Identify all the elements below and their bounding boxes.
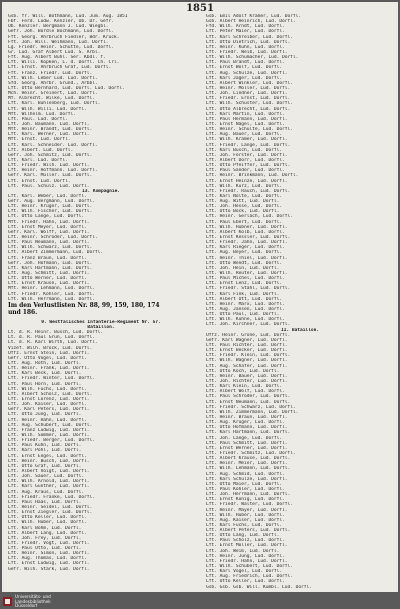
list-entry: Lft. Otto Koch, Lüd. Dorfl. xyxy=(206,368,280,374)
list-entry: Lft. Friedr. Berger, Lüd. Dorfl. xyxy=(8,438,95,444)
list-entry: Lft. Franz Ludwig, Lüd. Dorfl. xyxy=(8,427,90,433)
list-entry: Lft. Heinr. Schröder, Lüd. Dorfl. xyxy=(8,235,98,241)
list-entry: Lft. Friedr. Wilh. Lüd. Dorfl. xyxy=(8,163,90,169)
list-entry: Lft. Aug. Kraus, Lüd. Dorfl. xyxy=(8,489,85,495)
list-entry: Lft. Karl. Werner, Lüd. Dorfl. xyxy=(8,132,90,138)
list-entry: Lft. Ernst Becker, Lüd. Dorfl. xyxy=(206,348,288,354)
left-column xyxy=(8,14,194,572)
list-entry: Gefr. Otto Vogel, Lüd. Dorfl. xyxy=(8,355,87,361)
list-entry: Gsb. Emil Adolf Kramer, Lüd. Dorfl. xyxy=(206,14,302,19)
list-entry: Lft. Karl Fink, Lüd. Dorfl. xyxy=(206,291,280,297)
list-entry: Lft. Wilh. Arnold, Lüd. Dorfl. xyxy=(8,479,90,485)
list-entry: Lft. Ernst. Ahrbruch Graf, Lüd. Dorfl. xyxy=(8,65,112,71)
list-entry: Lft. Paul Haas, Lüd. Dorfl. xyxy=(8,499,82,505)
list-entry: Lft. Ernst Wolf, Lüd. Dorfl. xyxy=(206,65,283,71)
list-entry: Lft. Joh. Hein, Lüd. Dorfl. xyxy=(206,265,280,271)
list-entry: Lft. Aug. Beyer, Lüd. Dorfl. xyxy=(206,250,283,256)
list-entry: Lft. Albert Winkler, Lüd. Dorfl. xyxy=(206,80,293,86)
list-entry: Ffd. Wilh. Arndt, Lüd. Dorfl. xyxy=(206,24,285,30)
list-entry: Uffz. Ernst Stein, Lüd. Dorfl. xyxy=(8,350,90,356)
list-entry: Lft. Otto Pfeiffer, Lüd. Dorfl. xyxy=(206,163,291,169)
list-entry: Lft. Heinr. Gerlach, Lüd. Dorfl. xyxy=(206,214,293,220)
list-entry: Lft. Albert Zimmermann, Lüd. Dorfl. xyxy=(8,250,104,256)
list-entry: Lft. Albert Voigt, Lüd. Dorfl. xyxy=(8,468,90,474)
list-entry: Lft. Friedr. Stahl, Lüd. Dorfl. xyxy=(206,286,291,292)
list-entry: Mf. Albrecht. Wilke, Lüd. Dorfl. xyxy=(8,96,95,102)
list-entry: Lft. Aug. Kaiser, Lüd. Dorfl. xyxy=(206,517,285,523)
list-entry: Lft. Otto Lang, Lüd. Dorfl. xyxy=(206,533,280,539)
list-entry: Lft. Wilh. Schwarz, Lüd. Dorfl. xyxy=(8,245,93,251)
list-entry: Lft. Karl. Weber, Lüd. Dorfl. xyxy=(8,193,87,199)
list-entry: Lft. Wilh. Kramer, Lüd. Dorfl. xyxy=(206,137,288,143)
list-entry: Lft. Wilh. Sommer, Lüd. Dorfl. xyxy=(8,432,90,438)
list-entry: Lft. Paul Brandt, Lüd. Dorfl. xyxy=(206,60,285,66)
list-entry: Gefr. Karl. Wolff, Lüd. Dorfl. xyxy=(8,229,90,235)
list-entry: Lft. Friedr. Ernst, Lüd. Dorfl. xyxy=(206,96,291,102)
regiment-heading: 9. Westfälisches Infanterie-Regiment Nr. 57. xyxy=(41,319,161,325)
list-entry: Lft. Albert Ott, Lüd. Dorfl. xyxy=(206,296,283,302)
list-entry: Lft. Albert. Lüd. Dorfl. xyxy=(8,147,74,153)
list-entry: Lft. Ernst Nagel, Lüd. Dorfl. xyxy=(206,121,285,127)
list-entry: Lft. Wilh. Huber, Lüd. Dorfl. xyxy=(8,520,87,526)
list-entry: Lft. Karl. Schneider. Lüd. Dorfl. xyxy=(8,142,98,148)
list-entry: Lft. Karl Schreiber, Lüd. Dorfl. xyxy=(206,34,293,40)
list-entry: Lft. Joh. Kaiser, Lüd. Dorfl. xyxy=(8,402,87,408)
list-entry: Lft. Heinr. Möller, Lüd. Dorfl. xyxy=(206,85,291,91)
list-entry: Gefr. Karl Wagner, Lüd. Dorfl. xyxy=(206,337,288,343)
list-entry: Lt. d. R. Paul Grün, Lüd. Dorfl. xyxy=(8,335,95,341)
list-entry: Lt. d. R. Karl Wirth, Lüd. Dorfl. xyxy=(8,340,98,346)
list-entry: Lft. Aug. Schulze, Lüd. Dorfl. xyxy=(206,70,288,76)
list-entry: Lft. Karl. Lüd. Dorfl. xyxy=(8,157,68,163)
list-entry: Lft. Otto Keller, Lüd. Dorfl. xyxy=(8,515,87,521)
list-entry: Lft. Karl Pohl, Lüd. Dorfl. xyxy=(8,448,82,454)
list-entry: Lft. Albert Krause, Lüd. Dorfl. xyxy=(206,456,291,462)
list-entry: Lft. Heinr. Busch, Lüd. Dorfl. xyxy=(8,458,90,464)
list-entry: Lft. Ernst Ziegler, Lüd. Dorfl. xyxy=(8,510,93,516)
section-heading: 13. Kompagnie. xyxy=(81,188,121,194)
list-entry: Lft. Heinr. Braun, Lüd. Dorfl. xyxy=(206,414,288,420)
list-entry: Lft. Paul Michel, Lüd. Dorfl. xyxy=(206,276,285,282)
list-entry: Lft. Friedr. Hahn, Lüd. Dorfl. xyxy=(206,558,288,564)
list-entry: Lft. Paul Schröder, Lüd. Dorfl. xyxy=(206,394,291,400)
list-entry: Lft. Heinr. Jung, Lüd. Dorfl. xyxy=(206,553,285,559)
logo-line: Universitäts- und xyxy=(15,594,51,599)
list-entry: Lft. Friedr. Jahn, Lüd. Dorfl. xyxy=(206,240,288,246)
list-entry: Lft. Karl. Buhlenberg, Lüd. Dorfl. xyxy=(8,101,101,107)
list-entry: Lft. Aug. Thomas, Lüd. Dorfl. xyxy=(8,556,87,562)
list-entry: Lft. Aug. Friedrich, Lüd. Dorfl. xyxy=(206,574,293,580)
list-entry: Fft. Georg. Ahrbruch Fiedler, Bdr. Kruck. xyxy=(8,34,120,40)
list-entry: Lft. Otto Paul, Lüd. Dorfl. xyxy=(206,312,280,318)
list-entry: Lft. Friedr. Schwarz, Lüd. Dorfl. xyxy=(206,404,296,410)
section-heading: II. Bataillon. xyxy=(280,327,320,333)
right-column xyxy=(206,14,394,590)
list-entry: Lft. Albert Dörr, Lüd. Dorfl. xyxy=(206,157,285,163)
list-entry: Vizef. Wilh. Brock, Lüd. Dorfl. xyxy=(8,345,93,351)
list-entry: Lft. Wilh. Fuchs, Lüd. Dorfl. xyxy=(8,386,87,392)
list-entry: Lft. Aug. Krüger, Lüd. Dorfl. xyxy=(206,420,285,426)
list-entry: Lft. Ernst Möller, Lüd. Dorfl. xyxy=(206,543,288,549)
list-entry: Lft. Paul Otto, Lüd. Dorfl. xyxy=(8,546,82,552)
list-entry: Lft. Ernst Lorenz, Lüd. Dorfl. xyxy=(8,396,90,402)
list-entry: Gr. Lüd. Graf Albert Lüd. S. Arbl. xyxy=(8,49,101,55)
list-entry: Lft. Otto Hofmann, Lüd. Dorfl. xyxy=(206,425,288,431)
list-entry: Lft. Otto Bock, Lüd. Dorfl. xyxy=(206,209,280,215)
list-entry: Lft. Wilh. Lehmann, Lüd. Dorfl. xyxy=(206,466,291,472)
list-entry: Lft. Heinr. Bauer, Lüd. Dorfl. xyxy=(206,373,288,379)
list-entry: Lft. Paul Neumann, Lüd. Dorfl. xyxy=(8,240,90,246)
logo-line: Düsseldorf xyxy=(15,603,38,609)
list-entry: Mft. Ernst. Lüd. Dorfl. xyxy=(8,137,71,143)
list-entry: Lft. Friedr. Köhler, Lüd. Dorfl. xyxy=(8,291,95,297)
list-entry: Lft. Joh. Lange, Lüd. Dorfl. xyxy=(206,435,283,441)
list-entry: Lft. Heinr. Brinkmann, Lüd. Dorfl. xyxy=(206,173,299,179)
list-entry: Gefr. Joh. Bordle Bochmann, Lüd. Dorfl. xyxy=(8,29,114,35)
list-entry: Lft. Otto Keller, Lüd. Dorfl. xyxy=(206,579,285,585)
list-entry: Lft. Paul Scholz, Lüd. Dorfl. xyxy=(206,538,285,544)
list-entry: Lft. Ernst Werner, Lüd. Dorfl. xyxy=(206,445,288,451)
list-entry: Lft. Karl Klein, Lüd. Dorfl. xyxy=(206,384,283,390)
list-entry: Lft. Ernst Neumann, Lüd. Dorfl. xyxy=(206,399,291,405)
list-entry: Lft. Karl Jäger, Lüd. Dorfl. xyxy=(206,75,283,81)
list-entry: Lft. Wilh. Kurz, Lüd. Dorfl. xyxy=(206,183,283,189)
list-entry: Lft. Paul. Lüd. Dorfl. xyxy=(8,116,68,122)
list-entry: Lft. Heinr. Krüger, Lüd. Dorfl. xyxy=(8,204,93,210)
list-entry: Lft. Friedr. Weiß, Lüd. Dorfl. xyxy=(206,49,288,55)
list-entry: Lft. Ernst Lenz, Lüd. Dorfl. xyxy=(206,281,283,287)
list-entry: Ob. Kenzler. Bergmann J. Lüd. Wiegbl. xyxy=(8,24,109,30)
list-entry: Mft. Heinr. Lehmann, Lüd. Dorfl. xyxy=(8,286,95,292)
list-entry: Lft. Aug. Roth, Lüd. Dorfl. xyxy=(8,361,82,366)
list-entry: Lft. Wilh. Willi. Lüd. Dorfl. xyxy=(8,106,87,112)
list-entry: Lft. Paul Horn, Lüd. Dorfl. xyxy=(8,381,82,387)
list-entry: Lft. Karl Beck, Lüd. Dorfl. xyxy=(8,371,82,377)
list-entry: Lft. Ernst Meyer, Lüd. Dorfl. xyxy=(8,224,87,230)
list-entry: Lft. Karl Schulze, Lüd. Dorfl. xyxy=(206,476,288,482)
list-entry: Lft. Aug. Schmid, Lüd. Dorfl. xyxy=(206,471,285,477)
logo-line: Landesbibliothek xyxy=(15,598,51,604)
list-entry: Lft. Friedr. Winter, Lüd. Dorfl. xyxy=(8,376,95,382)
list-entry: Lft. Wilh. Fischer, Lüd. Dorfl. xyxy=(8,209,93,215)
list-entry: Lft. Karl Rieger, Lüd. Dorfl. xyxy=(206,245,285,251)
list-entry: Gefr. Joh. Hofmann, Lüd. Dorfl. xyxy=(8,260,93,266)
list-entry: Lft. Ernst Kessler, Lüd. Dorfl. xyxy=(206,235,291,241)
list-entry: Lft. Aug. Bauer, Lüd. Dorfl. xyxy=(206,132,283,138)
library-logo xyxy=(3,595,51,609)
list-entry: Lft. Albert Peters, Lüd. Dorfl. xyxy=(206,528,291,534)
list-entry: Lft. Friedr. Lange, Lüd. Dorfl. xyxy=(206,142,291,148)
list-entry: Lft. Otto Dietrich, Lüd. Dorfl. xyxy=(206,39,291,45)
list-entry: Lft. Otto Werner, Lüd. Dorfl. xyxy=(8,276,87,282)
list-entry: Mft. Heinr. Brandt, Lüd. Dorfl. xyxy=(8,127,93,133)
list-entry: Lft. Paul Hermann, Lüd. Dorfl. xyxy=(206,116,288,122)
list-entry: Lft. Paul Richter, Lüd. Dorfl. xyxy=(206,343,288,348)
list-entry: Lft. Ernst König, Lüd. Dorfl. xyxy=(206,497,285,503)
list-entry: Lft. Otto Graf, Lüd. Dorfl. xyxy=(8,463,82,469)
list-entry: Lft. Otto Lange, Lüd. Dorfl. xyxy=(8,214,85,220)
list-entry: Lft. Joh. Herrmann, Lüd. Dorfl. xyxy=(206,492,291,498)
library-logo-icon xyxy=(3,597,12,606)
list-entry: Lft. Albert Lang, Lüd. Dorfl. xyxy=(8,530,87,536)
list-entry: Lft. Wilh. Schuster, Lüd. Dorfl. xyxy=(206,101,293,107)
list-entry: Lft. Joh. Weiß, Lüd. Dorfl. xyxy=(206,548,280,554)
list-entry: Mch. Heinr. Greinert, Lüd. Dorfl. xyxy=(8,91,98,97)
list-entry: Lft. Aug. Schubert, Lüd. Dorfl. xyxy=(8,422,93,428)
list-entry: Lft. Wilh. Wagner, Lüd. Dorfl. xyxy=(206,358,288,364)
list-entry: Lg. Friedr. Heinr. Schütte, Lüd. Dorfl. xyxy=(8,44,114,50)
list-entry: Gefr. Aug. Bergmann, Lüd. Dorfl. xyxy=(8,199,95,205)
list-entry: Lft. Friedr. Rauch, Lüd. Dorfl. xyxy=(206,188,291,194)
list-entry: Lft. Paul Schmitt, Lüd. Dorfl. xyxy=(206,440,288,446)
list-entry: Lft. Friedr. Klein, Lüd. Dorfl. xyxy=(206,353,291,359)
list-entry: Lt. d. R. Heinr. Busch, Lüd. Dorfl. xyxy=(8,330,104,336)
list-entry: Lft. Franz Braun, Lüd. Dorfl. xyxy=(8,255,87,261)
list-entry: Gefr. Joh. Schmitz, Lüd. Dorfl. xyxy=(8,152,93,158)
section-heading: Bataillon. xyxy=(87,325,115,331)
list-entry: Lft. Joh. Sauer, Lüd. Dorfl. xyxy=(8,474,85,480)
list-entry: Lft. Paul. Schulz. Lüd. Dorfl. xyxy=(8,183,90,189)
list-entry: Lft. Paul Sander, Lüd. Dorfl. xyxy=(206,168,285,174)
list-entry: Fbf. Ferd. Ludw. Kenzler, Ob. Dr. Gefr. xyxy=(8,19,114,25)
list-entry: Lft. Karl Nolte, Lüd. Dorfl. xyxy=(206,193,283,199)
list-entry: Lft. Otto Bernhard, Lüd. Dorfl. Lüd. Dorfl. xyxy=(8,85,125,91)
list-entry: Lft. Heinr. Frank, Lüd. Dorfl. xyxy=(8,366,90,372)
list-entry: Lft. Wilh. Herrmann, Lüd. Dorfl. xyxy=(8,296,95,302)
list-entry: Gefr. Karl Peters, Lüd. Dorfl. xyxy=(8,407,90,413)
list-entry: Lft. Joh. Förster, Lüd. Dorfl. xyxy=(206,152,288,158)
list-entry: Gsb. Gsb. Gsb. Will. Kumbl. Lüd. Dorfl. xyxy=(206,584,312,590)
list-entry: Lft. Albert Kolb, Lüd. Dorfl. xyxy=(206,229,285,235)
list-entry: Lft. Albert Scholz, Lüd. Dorfl. xyxy=(8,391,93,397)
list-entry: Lft. Karl Böhm, Lüd. Dorfl. xyxy=(8,525,82,531)
list-entry: Lft. Aug. Schäfer, Lüd. Dorfl. xyxy=(206,363,288,369)
list-entry: Lft. Karl Fuchs, Lüd. Dorfl. xyxy=(206,522,283,528)
list-entry: Lft. Aug. Witt, Lüd. Dorfl. xyxy=(206,199,280,205)
list-entry: Lft. Wilh. Schubert, Lüd. Dorfl. xyxy=(206,564,293,570)
list-entry: Mft. Friedr. Hahn, Lüd. Dorfl. xyxy=(8,219,90,225)
list-entry: Sfd. Georg. Ahrbr. Grund., Arbbl. xyxy=(8,80,98,86)
list-entry: Lft. Heinr. Hoffmann. Lüd. Dorfl. xyxy=(8,168,98,174)
list-entry: Lft. Joh. Richter, Lüd. Dorfl. xyxy=(206,378,288,384)
page-number: 1851 xyxy=(186,3,214,14)
list-entry: Gsb. Albert Heinrich, Lüd. Dorfl. xyxy=(206,19,296,25)
list-entry: Lft. Peter Maier, Lüd. Dorfl. xyxy=(206,29,285,35)
list-entry: Lft. Friedr. Walter, Lüd. Dorfl. xyxy=(206,502,293,508)
list-entry: Lft. Wilh. Schumacher, Lüd. Dorfl. xyxy=(206,55,299,61)
list-entry: Lft. Ernst Engel, Lüd. Dorfl. xyxy=(8,453,87,459)
list-entry: Fft. Franz. Friedr. Lüd. Dorfl. xyxy=(8,70,93,76)
list-entry: Lft. Joh. Hesse, Lüd. Dorfl. xyxy=(206,204,283,210)
list-entry: Lft. Otto Maier, Lüd. Dorfl. xyxy=(206,481,283,487)
list-entry: Gefr. Karl. Müller. Lüd. Dorfl. xyxy=(8,173,93,179)
list-entry: Lft. Karl Martin, Lüd. Dorfl. xyxy=(206,111,285,117)
list-entry: Lft. Heinr. Meier, Lüd. Dorfl. xyxy=(206,461,288,467)
footer-bar xyxy=(0,594,400,609)
list-entry: Lft. Friedr. Franke, Lüd. Dorfl. xyxy=(8,494,95,500)
list-entry: Lft. Ernst. Lüd. Dorfl. xyxy=(8,178,71,184)
list-entry: Lft. Otto Wendt, Lüd. Dorfl. xyxy=(206,260,283,266)
list-entry: Uffz. Heinr. Gröne, Lüd. Dorfl. xyxy=(206,332,291,338)
list-entry: Fft. Aug. Albert Buhl. Ser. Kbdl. f. xyxy=(8,55,106,61)
list-entry: Lft. Wilh. Huber, Lüd. Dorfl. xyxy=(206,512,285,518)
list-entry: Lft. Karl Günther, Lüd. Dorfl. xyxy=(8,484,90,490)
list-entry: Lft. Paul Ebert, Lüd. Dorfl. xyxy=(206,219,283,225)
list-entry: Lft. Karl Vogel, Lüd. Dorfl. xyxy=(206,569,283,575)
list-entry: Lft. Wilh. Hübner, Lüd. Dorfl. xyxy=(206,224,288,230)
list-entry: Lft. Friedr. Schmitz, Lüd. Dorfl. xyxy=(206,450,296,456)
list-entry: Lft. Heinr. Thiel, Lüd. Dorfl. xyxy=(206,255,288,261)
list-entry: Lft. Albert Wolf, Lüd. Dorfl. xyxy=(206,389,285,395)
list-entry: Lft. Heinr. Kühn, Lüd. Dorfl. xyxy=(206,44,285,50)
list-entry: Lft. Wilh. Kühne, Lüd. Dorfl. xyxy=(206,317,285,323)
list-entry: Lft. Heinr. Hahn, Lüd. Dorfl. xyxy=(8,417,87,423)
list-entry: Lft. Joh. Kirchner, Lüd. Dorfl. xyxy=(206,322,291,328)
list-entry: Lft. Ernst Heinze, Lüd. Dorfl. xyxy=(206,178,288,184)
list-entry: Lft. Willi. Köpken, L. d. Dorfl. Ch. Crl. xyxy=(8,60,120,66)
list-entry: Lft. Aug. Schmitt, Lüd. Dorfl. xyxy=(8,271,90,277)
list-entry: Lft. Heinr. Simon, Lüd. Dorfl. xyxy=(8,551,90,557)
list-entry: Lft. Ernst Krause, Lüd. Dorfl. xyxy=(8,281,90,287)
list-entry: Lft. Otto Albrecht, Lüd. Dorfl. xyxy=(206,106,291,112)
list-entry: Lft. Friedr. Vogt, Lüd. Dorfl. xyxy=(8,540,90,546)
list-entry: Lft. Wilh. Zimmermann, Lüd. Dorfl. xyxy=(206,409,299,415)
list-entry: Fft. Joh. Will. Weihmann, Lüd. Dorfl. xyxy=(8,39,109,45)
scanned-page xyxy=(2,2,398,592)
list-entry: Lft. Heinr. Schulte, Lüd. Dorfl. xyxy=(206,127,293,133)
list-entry: Lft. Joh. Frey, Lüd. Dorfl. xyxy=(8,535,82,541)
list-entry: Gefr. Wilh. Stark, Lüd. Dorfl. xyxy=(8,566,90,572)
list-entry: Lft. Heinr. Marx, Lüd. Dorfl. xyxy=(206,301,285,307)
list-entry: Lft. Otto Jung, Lüd. Dorfl. xyxy=(8,412,82,418)
section-title: und 186. xyxy=(8,308,38,316)
list-entry: Lft. Joh. Baumann. Lüd. Dorfl. xyxy=(8,121,90,127)
list-entry: Lft. Karl Hartmann, Lüd. Dorfl. xyxy=(206,430,291,436)
list-entry: Lft. Heinr. Seidel, Lüd. Dorfl. xyxy=(8,504,93,510)
list-entry: Lft. Aug. Jansen, Lüd. Dorfl. xyxy=(206,307,285,313)
library-logo-text xyxy=(15,595,51,609)
list-entry: Mft. Wilhelm. Lüd. Dorfl. xyxy=(8,111,76,117)
section-title: Im den Verlustlisten Nr. 88, 99, 159, 180, 174 xyxy=(8,301,160,309)
list-entry: Lft. Wilh. Reuter, Lüd. Dorfl. xyxy=(206,271,288,277)
list-entry: Lft. Karl Hartmann, Lüd. Dorfl. xyxy=(8,265,93,271)
list-entry: Lft. Wilh. Leber Lüd. Lüd. Dorfl. xyxy=(8,75,98,81)
list-entry: Lft. Ernst Ludwig, Lüd. Dorfl. xyxy=(8,561,90,567)
list-entry: Gsb. fr. Will. Bothmann, Lüd. Jum. Aug. 1851 xyxy=(8,14,128,19)
list-entry: Lft. Heinr. Mayer, Lüd. Dorfl. xyxy=(206,507,288,513)
list-entry: Lft. Paul Kuhn, Lüd. Dorfl. xyxy=(8,443,82,449)
list-entry: Lft. Paul Köhler, Lüd. Dorfl. xyxy=(206,486,285,492)
list-entry: Lft. Joh. Lindner, Lüd. Dorfl. xyxy=(206,91,288,97)
list-entry: Lft. Karl Busch, Lüd. Dorfl. xyxy=(206,147,283,153)
